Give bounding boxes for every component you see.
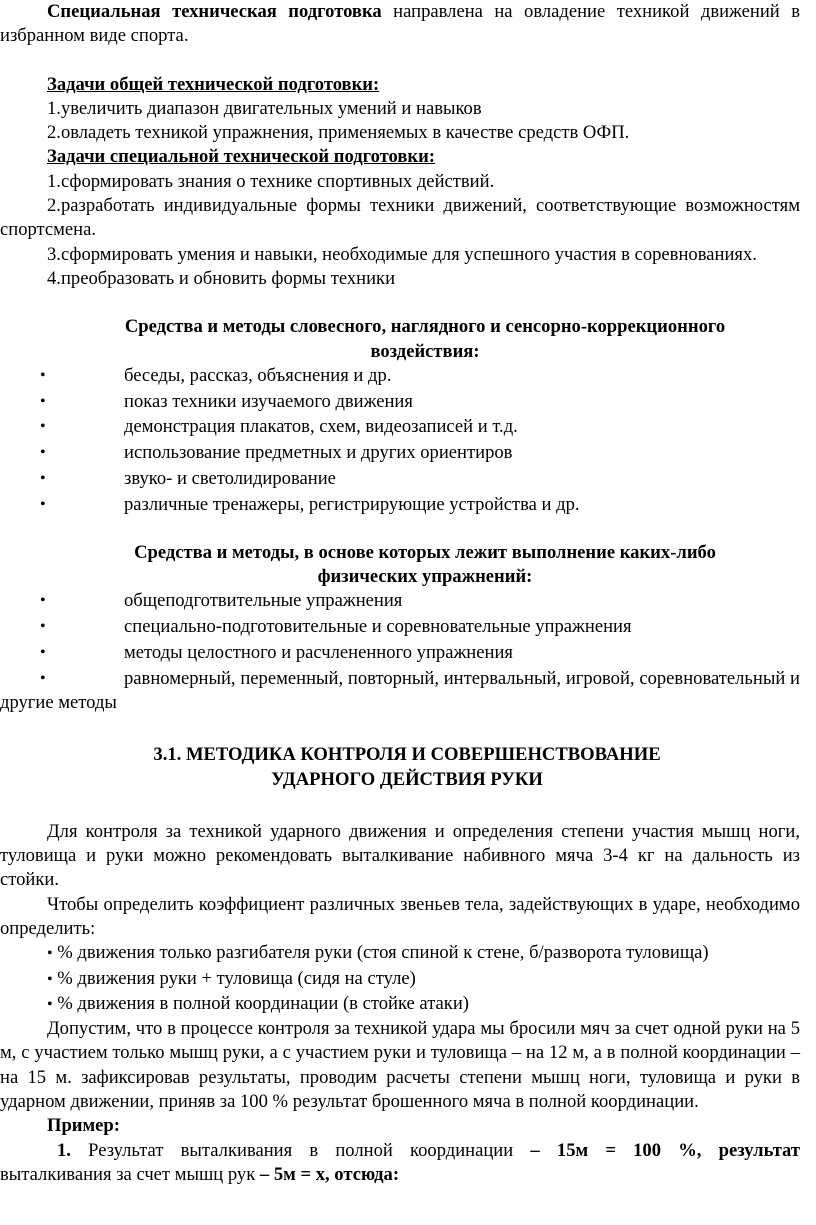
intro-bold: Специальная техническая подготовка [47, 1, 382, 22]
physical-heading-line1: Средства и методы, в основе которых лежит выполнение каких-либо [134, 541, 716, 563]
intro-text: направлена на овладение техникой движений в избранном виде спорта. [0, 1, 800, 47]
verbal-list [0, 364, 800, 519]
list-item: • методы целостного и расчлененного упражнения [0, 641, 800, 667]
special-task-4: 4.преобразовать и обновить формы техники [47, 267, 396, 289]
bullet-icon: • [40, 444, 46, 462]
bullet-icon: • [47, 945, 53, 963]
list-item: • общеподготвительные упражнения [0, 589, 800, 615]
list-item: • использование предметных и других ориентиров [0, 441, 800, 467]
list-item: • звуко- и светолидирование [0, 467, 800, 493]
body-paragraph-3: Допустим, что в процессе контроля за техникой удара мы бросили мяч за счет одной руки на 5 м, с участием только мышц руки, а с участием руки и туловища – на 12 м, а в полной координации – на 15 м. зафиксировав результаты, проводим расчеты степени мышц ноги, туловища и руки в ударном движении, приняв за 100 % результат брошенного мяча в полной координации. [0, 1018, 800, 1113]
bullet-icon: • [40, 366, 46, 384]
special-tasks-heading: Задачи специальной технической подготовки: [47, 146, 436, 168]
physical-heading-line2: физических упражнений: [317, 565, 533, 587]
body-paragraph-2: Чтобы определить коэффициент различных звеньев тела, задействующих в ударе, необходимо определить: [0, 893, 800, 939]
bullet-icon: • [40, 418, 46, 436]
special-task-1: 1.сформировать знания о технике спортивных действий. [47, 170, 495, 192]
bullet-icon: • [40, 495, 46, 513]
intro-paragraph [0, 0, 800, 49]
example-line-2: выталкивания за счет мышц рук – 5м = х, отсюда: [0, 1163, 400, 1185]
list-item: • специально-подготовительные и соревновательные упражнения [0, 615, 800, 641]
special-task-3: 3.сформировать умения и навыки, необходимые для успешного участия в соревнованиях. [47, 243, 757, 265]
list-item: • беседы, рассказ, объяснения и др. [0, 364, 800, 390]
verbal-heading-line1: Средства и методы словесного, наглядного и сенсорно-коррекционного [124, 316, 726, 338]
bullet-icon: • [47, 995, 53, 1013]
example-line-1: 1. Результат выталкивания в полной координации – 15м = 100 %, результат [57, 1139, 801, 1161]
list-item: • демонстрация плакатов, схем, видеозаписей и т.д. [0, 415, 800, 441]
bullet-icon: • [40, 470, 46, 488]
bullet-icon: • [47, 970, 53, 988]
bullet-icon: • [40, 392, 46, 410]
list-item: • % движения только разгибателя руки (стоя спиной к стене, б/разворота туловища) [47, 942, 709, 964]
physical-last-item: • равномерный, переменный, повторный, интервальный, игровой, соревновательный и другие методы [0, 667, 800, 713]
bullet-icon: • [40, 618, 46, 636]
physical-list [0, 589, 800, 666]
special-task-2: 2.разработать индивидуальные формы техники движений, соответствующие возможностям спортсмена. [0, 195, 800, 241]
bullet-icon: • [40, 669, 46, 687]
general-task-1: 1.увеличить диапазон двигательных умений и навыков [47, 97, 482, 119]
verbal-heading-line2: воздействия: [370, 340, 480, 362]
list-item: • показ техники изучаемого движения [0, 390, 800, 416]
section-title-line2: УДАРНОГО ДЕЙСТВИЯ РУКИ [271, 768, 543, 790]
bullet-icon: • [40, 643, 46, 661]
list-item: • % движения руки + туловища (сидя на стуле) [47, 967, 416, 989]
section-title-line1: 3.1. МЕТОДИКА КОНТРОЛЯ И СОВЕРШЕНСТВОВАНИЕ [153, 744, 661, 766]
bullet-icon: • [40, 592, 46, 610]
list-item: • % движения в полной координации (в стойке атаки) [47, 992, 469, 1014]
percent-list [0, 941, 800, 1017]
general-tasks-heading: Задачи общей технической подготовки: [47, 73, 380, 95]
list-item: • различные тренажеры, регистрирующие устройства и др. [0, 493, 800, 519]
body-paragraph-1: Для контроля за техникой ударного движения и определения степени участия мышц ноги, туловища и руки можно рекомендовать выталкивание набивного мяча 3-4 кг на дальность из стойки. [0, 820, 800, 891]
general-task-2: 2.овладеть техникой упражнения, применяемых в качестве средств ОФП. [47, 122, 630, 144]
example-label: Пример: [47, 1115, 120, 1137]
